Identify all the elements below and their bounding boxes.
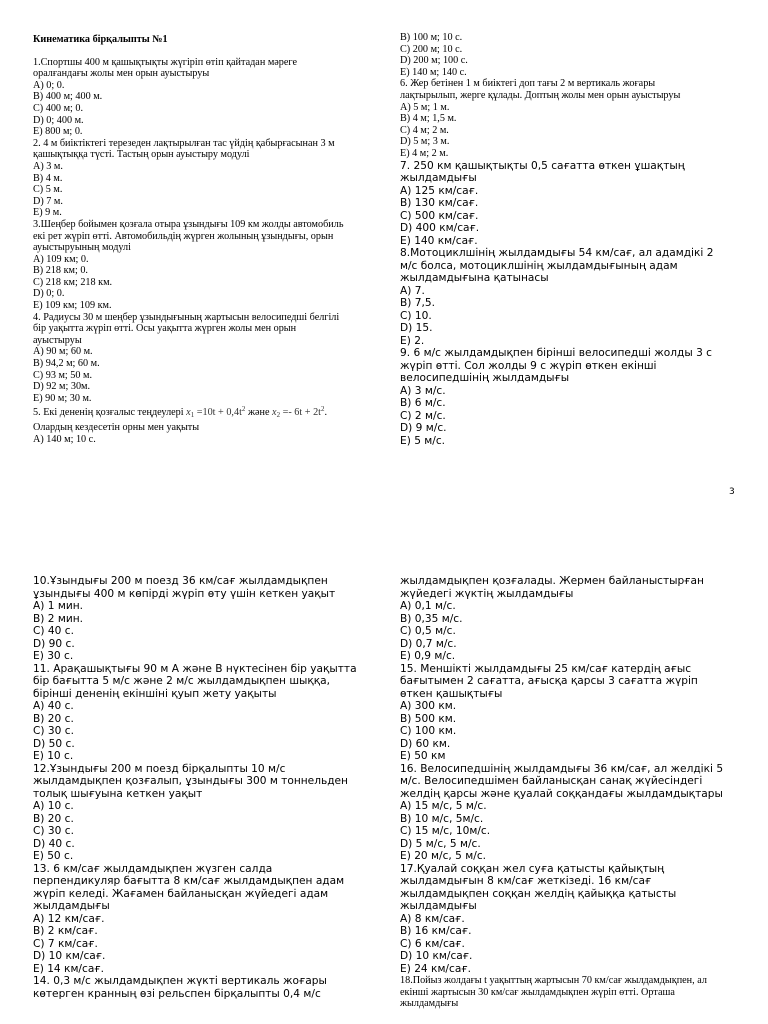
text-line: 9. 6 м/с жылдамдықпен бірінші велосипедші жолды 3 с [400,347,713,360]
text-line: ауыстыруы [33,334,82,346]
text-line: 10.Ұзындығы 200 м поезд 36 км/сағ жылдамдықпен [33,575,328,587]
text-line: B) 100 м; 10 с. [400,32,463,43]
text-line: E) 14 км/сағ. [33,962,104,975]
text-line: B) 20 с. [33,712,74,725]
text-line: А) 1 мин. [33,600,84,612]
text-line: толық шығуына кеткен уақыт [33,787,203,800]
text-line: C) 30 с. [33,725,74,737]
text-line: 7. 250 км қашықтықты 0,5 сағатта өткен ұшақтың [400,159,685,172]
text-line: А) 12 км/сағ. [33,912,105,925]
text-line: м/с болса, мотоциклшінің жылдамдығының адам [400,259,678,272]
text-line: E) 20 м/с, 5 м/с. [400,850,487,862]
text-line: жылдамдығы [33,900,110,912]
text-line: D) 7 м. [33,195,63,207]
text-line: E) 24 км/сағ. [400,962,471,975]
text-line: жүріп өтті. Сол жолды 9 с жүріп өткен екінші [400,359,657,372]
text-line: C) 0,5 м/с. [400,625,456,637]
formula-x2 [272,407,324,418]
text-line: C) 30 с. [33,825,74,837]
text-line: B) 10 м/с, 5м/с. [400,812,484,825]
text-line: жылдамдықпен соққан желдің қайыққа қатысты [400,887,677,900]
text-line: 11. Арақашықтығы 90 м А және В нүктесінен бір уақытта [33,662,357,675]
text-line: D) 90 с. [33,637,75,650]
text-line: E) 30 с. [33,650,74,662]
text-line: 17.Қуалай соққан жел суға қатысты қайықтың [400,862,665,875]
text-line: D) 92 м; 30м. [33,381,91,393]
text-line: E) 9 м. [33,207,62,219]
text-line: жылдамдығы [400,998,459,1010]
x1-var: x [186,407,191,419]
text-line: C) 400 м; 0. [33,102,84,114]
text-line: B) 20 с. [33,812,74,825]
text-line: 14. 0,3 м/с жылдамдықпен жүкті вертикаль жоғары [33,975,327,987]
text-line: бір бағытта 5 м/с және 2 м/с жылдамдықпен шыққа, [33,675,331,687]
text-line: 3.Шеңбер бойымен қозғала отыра ұзындығы 109 км жолды автомобиль [33,218,344,230]
text-line: 16. Велосипедшінің жылдамдығы 36 км/сағ, ал желдікі 5 [400,762,724,775]
page1-right-column [400,32,750,447]
text-line: E) 140 м; 140 с. [400,66,467,78]
text-line: E) 10 с. [33,750,74,762]
text-line: А) 3 м. [33,160,63,172]
text-line: D) 200 м; 100 с. [400,55,468,67]
text-line: E) 4 м; 2 м. [400,147,449,159]
text-line: өткен қашықтығы [400,687,503,700]
text-line: B) 130 км/сағ. [400,197,479,210]
text-line: D) 0,7 м/с. [400,637,457,650]
text-line: B) 6 м/с. [400,397,446,410]
text-line: B) 0,35 м/с. [400,612,463,625]
text-line: B) 218 км; 0. [33,265,88,277]
text-line: C) 4 м; 2 м. [400,124,449,136]
text-line: B) 94,2 м; 60 м. [33,358,100,370]
text-line: велосипедшінің жылдамдығы [400,372,570,385]
text-line: жылдамдықпен қозғалады. Жермен байланыстырған [400,575,704,587]
text-line: лақтырылып, жерге құлады. Доптың жолы мен орын ауыстыруы [400,89,681,101]
text-line: 4. Радиусы 30 м шеңбер ұзындығының жартысын велосипедші белгілі [33,311,340,323]
p1-left-lines [33,34,378,404]
text-line: 2. 4 м биіктіктегі терезеден лақтырылған тас үйдің қабырғасынан 3 м [33,137,335,149]
text-line: 1.Спортшы 400 м қашықтықты жүгіріп өтіп қайтадан мәреге [33,56,297,68]
text-line: бірінші дененің екіншіні қуып жету уақыты [33,687,277,700]
text-line: жүйедегі жүктің жылдамдығы [400,587,574,600]
text-line: жылдамдығы [400,900,477,912]
text-line: E) 50 км [400,750,446,762]
text-line: А) 0; 0. [33,79,65,91]
page-number: 3 [729,487,735,497]
text-line: А) 7. [400,284,425,297]
text-line: E) 5 м/с. [400,434,446,447]
text-line: B) 16 км/сағ. [400,925,472,937]
text-line: 8.Мотоциклшінің жылдамдығы 54 км/сағ, ал адамдікі 2 [400,247,714,260]
text-line: ұзындығы 400 м көпірді жүріп өту үшін кеткен уақыт [33,587,336,600]
text-line: екі рет жүріп өтті. Автомобильдің жүрген жолының ұзындығы, орын [33,230,334,242]
text-line: C) 5 м. [33,184,63,196]
text-line: C) 500 км/сағ. [400,209,479,222]
document-title: Кинематика бірқалыпты №1 [33,34,168,45]
page1-left-column [33,34,378,445]
q5-tail: . [324,407,328,419]
text-line: E) 0,9 м/с. [400,650,456,662]
text-line: E) 2. [400,334,425,347]
text-line: B) 4 м. [33,172,63,184]
text-line: B) 400 м; 400 м. [33,91,103,103]
text-line: D) 400 км/сағ. [400,222,480,235]
text-line: E) 800 м; 0. [33,126,83,138]
text-line: 13. 6 км/сағ жылдамдықпен жүзген салда [33,862,273,875]
text-line: D) 10 км/сағ. [400,950,473,962]
text-line: D) 60 км. [400,737,451,750]
text-line: B) 2 км/сағ. [33,925,98,937]
text-line: B) 2 мин. [33,612,84,625]
x1-sub: 1 [190,411,195,420]
text-line: А) 15 м/с, 5 м/с. [400,800,487,812]
text-line: жылдамдығы [400,172,477,185]
p1-right-lines [400,32,750,447]
text-line: екінші жартысын 30 км/сағ жылдамдықпен жүріп өтті. Орташа [400,986,675,998]
text-line: E) 109 км; 109 км. [33,300,112,312]
text-line: D) 10 км/сағ. [33,950,106,962]
text-line: оралғандағы жолы мен орын ауыстыруы [33,68,210,80]
text-line: жылдамдықпен қозғалып, ұзындығы 300 м тоннельден [33,775,348,787]
text-line: E) 140 км/сағ. [400,234,478,247]
p1-left-after-lines [33,422,378,445]
text-line: А) 3 м/с. [400,384,446,397]
q5-and: және [245,407,273,419]
text-line: C) 15 м/с, 10м/с. [400,825,491,837]
text-line: D) 9 м/с. [400,422,447,435]
text-line: B) 500 км. [400,712,457,725]
text-line: C) 93 м; 50 м. [33,369,93,381]
text-line: E) 90 м; 30 м. [33,392,92,404]
x1-sup: 2 [241,405,246,414]
text-line: D) 5 м; 3 м. [400,136,450,148]
text-line: А) 125 км/сағ. [400,184,479,197]
page2-left-column [33,575,378,1000]
text-line: 15. Меншікті жылдамдығы 25 км/сағ катердің ағыс [400,662,692,675]
x2-rhs: =- 6t + 2t [280,407,321,419]
text-line: C) 40 с. [33,625,74,637]
text-line: м/с. Велосипедшімен байланысқан санақ жүйесіндегі [400,775,703,787]
text-line: C) 10. [400,309,432,322]
text-line: А) 8 км/сағ. [400,912,465,925]
text-line: 12.Ұзындығы 200 м поезд бірқалыпты 10 м/с [33,762,286,775]
text-line: D) 0; 400 м. [33,114,84,126]
text-line: C) 2 м/с. [400,409,446,422]
text-line: D) 15. [400,322,433,335]
text-line: C) 218 км; 218 км. [33,276,113,288]
text-line: E) 50 с. [33,850,74,862]
spacer [33,46,378,57]
text-line: D) 5 м/с, 5 м/с. [400,837,481,850]
text-line: C) 200 м; 10 с. [400,43,463,55]
formula-x1 [186,407,245,418]
question-5-equations [33,404,378,422]
text-line: көтерген кранның өзі рельспен бірқалыпты 0,4 м/с [33,987,321,1000]
text-line: А) 300 км. [400,700,457,712]
text-line: жылдамдығына қатынасы [400,272,549,285]
text-line: ауыстыруының модулі [33,242,131,254]
text-line: D) 40 с. [33,837,75,850]
text-line: D) 0; 0. [33,288,65,300]
text-line: бір уақытта жүріп өтті. Осы уақытта жүрген жолы мен орын [33,323,297,335]
x2-sup: 2 [321,405,325,414]
text-line: 6. Жер бетінен 1 м биіктегі доп тағы 2 м вертикаль жоғары [400,78,656,90]
text-line: А) 140 м; 10 с. [33,433,96,445]
page2-right-column [400,575,750,1010]
text-line: перпендикуляр бағытта 8 км/сағ жылдамдықпен адам [33,875,345,887]
p2-left-lines [33,575,378,1000]
text-line: А) 5 м; 1 м. [400,101,450,113]
text-line: Олардың кездесетін орны мен уақыты [33,422,200,433]
text-line: А) 90 м; 60 м. [33,346,93,358]
text-line: А) 0,1 м/с. [400,600,456,612]
x2-var: x [272,407,277,419]
text-line: А) 40 с. [33,700,74,712]
text-line: А) 109 км; 0. [33,253,89,265]
p2-right-lines [400,575,750,1010]
text-line: 18.Пойыз жолдағы t уақыттың жартысын 70 км/сағ жылдамдықпен, ал [400,975,707,986]
text-line: C) 7 км/сағ. [33,937,98,950]
text-line: жылдамдығын 8 км/сағ жеткізеді. 16 км/сағ [400,875,652,887]
x2-sub: 2 [276,411,281,420]
text-line: жүріп келеді. Жағамен байланысқан жүйедегі адам [33,887,329,900]
text-line: желдің қарсы және қуалай соққандағы жылдамдықтары [400,787,723,800]
text-line: B) 4 м; 1,5 м. [400,113,457,125]
text-line: қашықтыққа түсті. Тастың орын ауыстыру модулі [33,149,250,161]
text-line: B) 7,5. [400,297,435,310]
q5-lead-text: 5. Екі дененің қозғалыс теңдеулері [33,407,187,419]
x1-rhs: =10t + 0,4t [194,407,242,419]
text-line: D) 50 с. [33,737,75,750]
text-line: А) 10 с. [33,800,74,812]
text-line: бағытымен 2 сағатта, ағысқа қарсы 3 сағатта жүріп [400,675,698,687]
text-line: C) 6 км/сағ. [400,937,465,950]
text-line: C) 100 км. [400,725,457,737]
